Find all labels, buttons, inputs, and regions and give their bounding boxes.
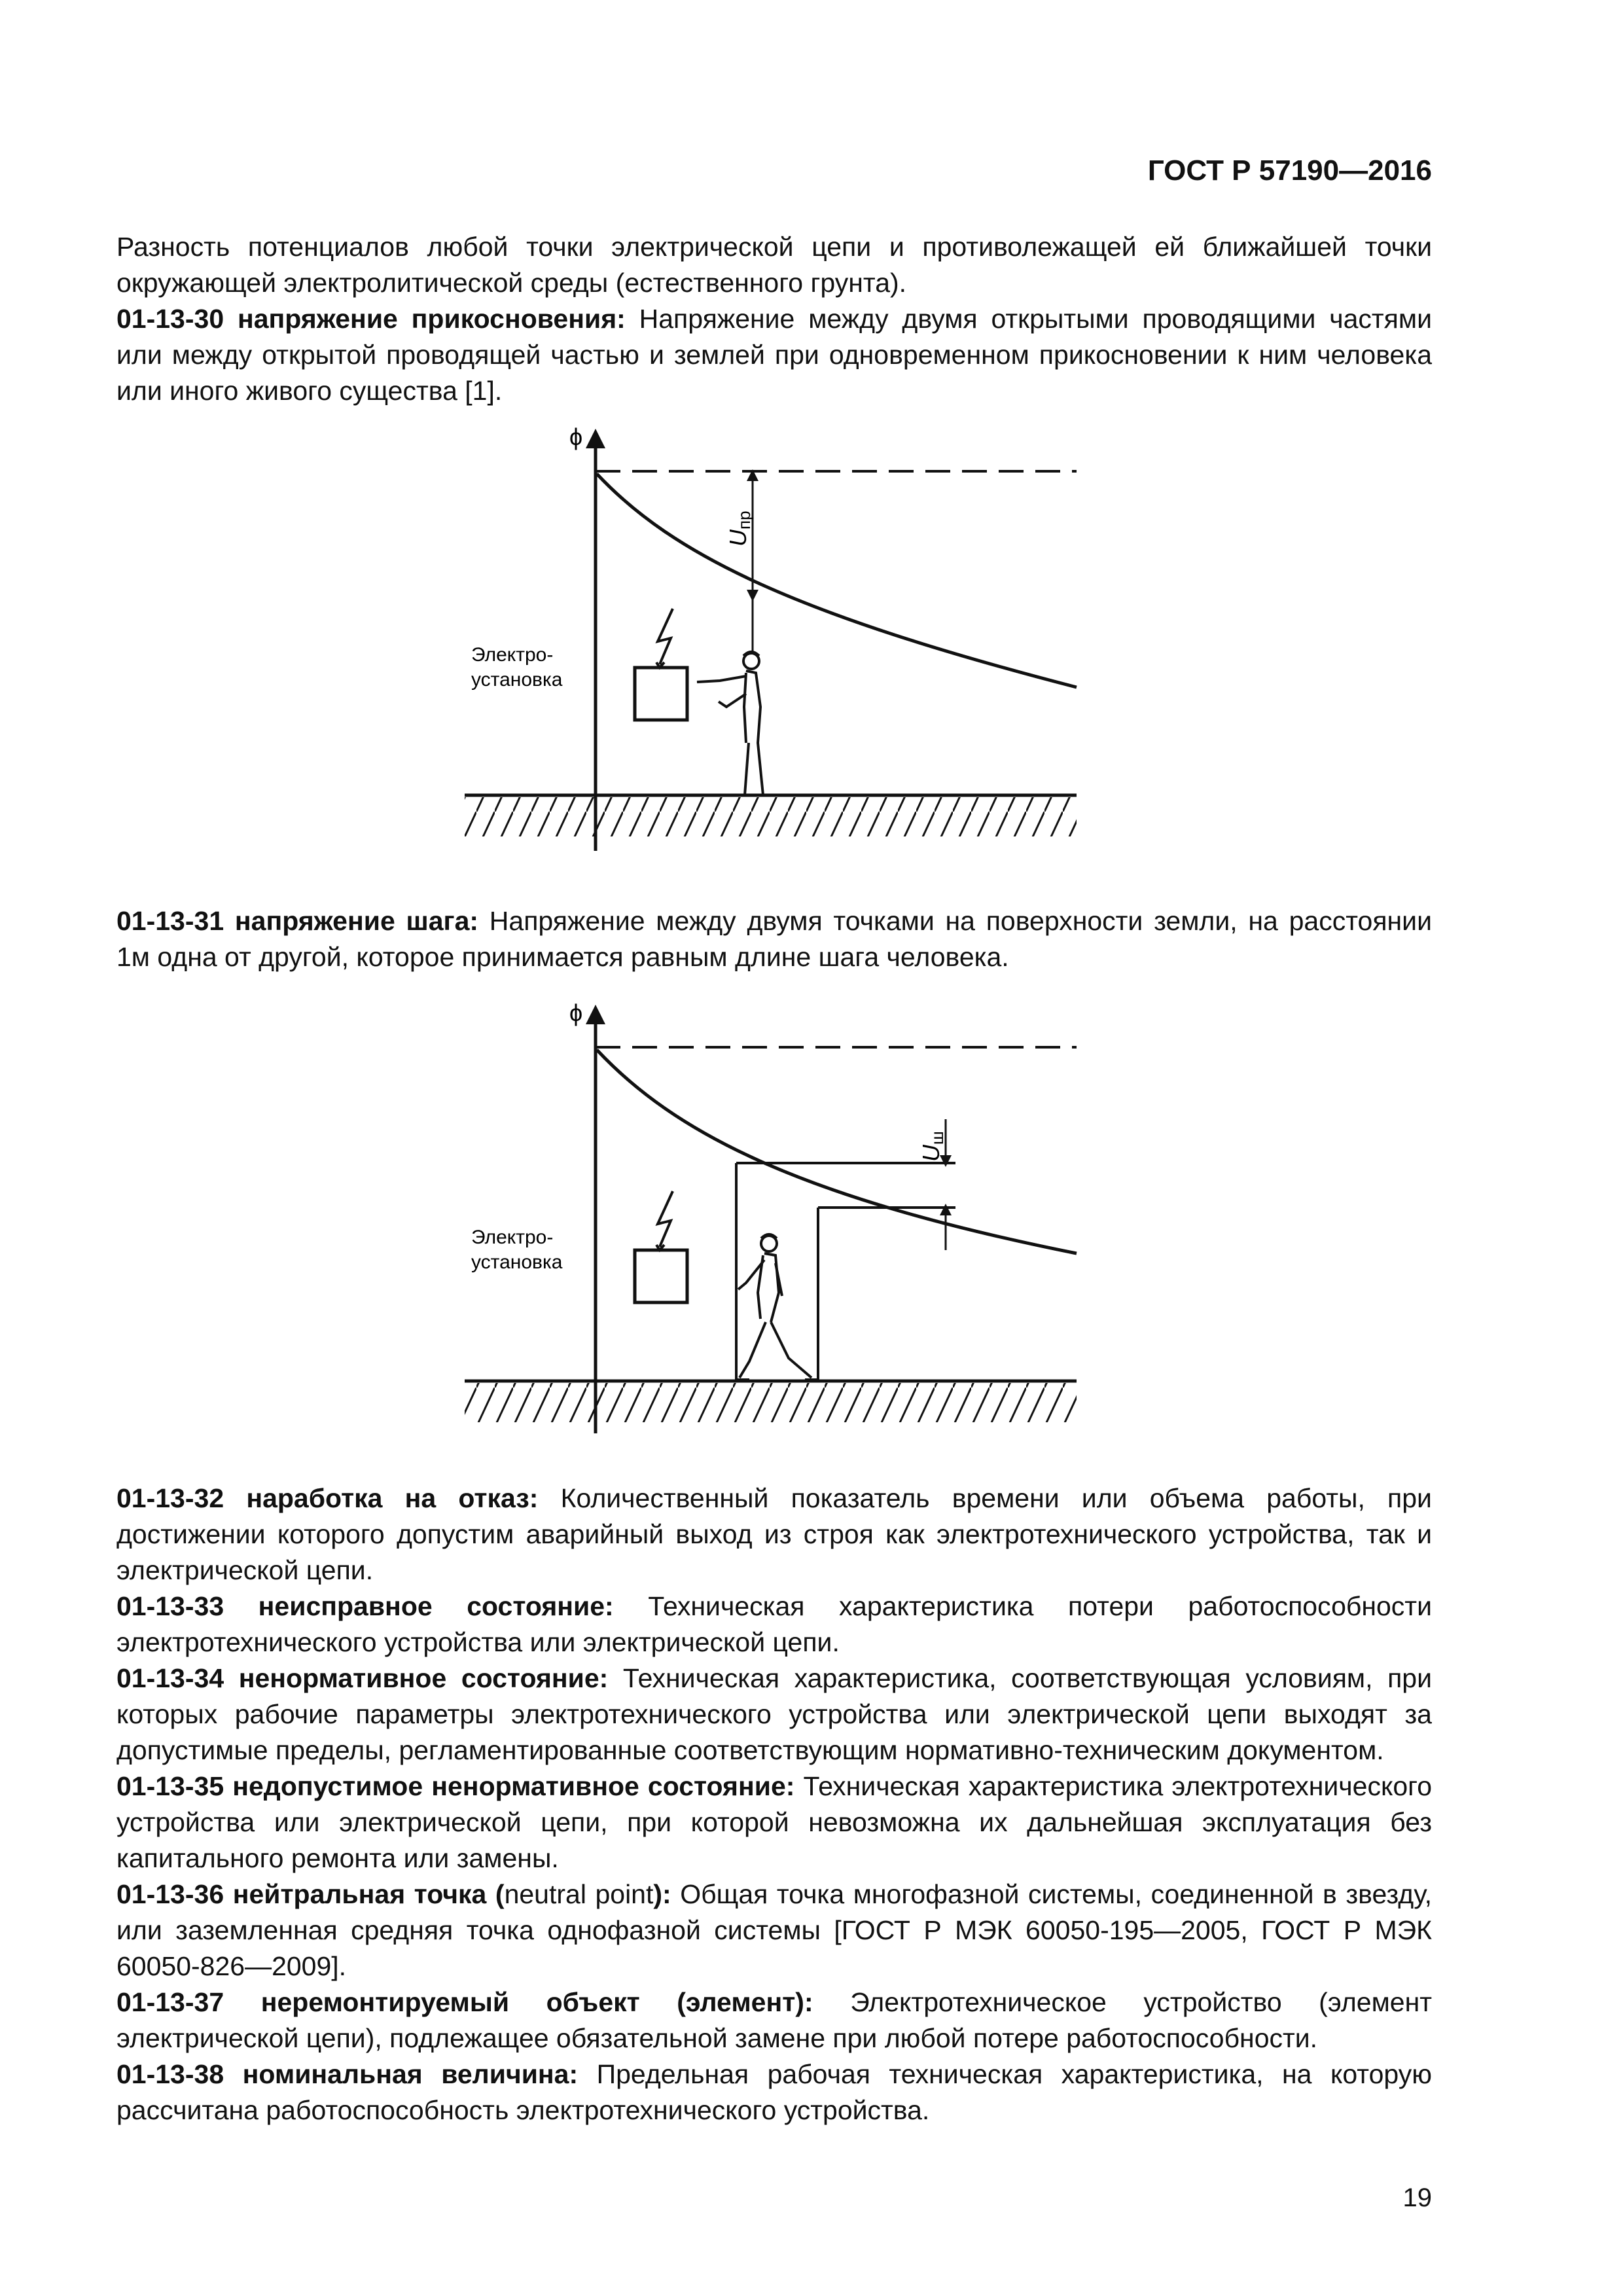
person-touching-icon bbox=[697, 652, 769, 795]
potential-curve bbox=[597, 474, 1077, 687]
term-heading bbox=[116, 906, 478, 936]
term-code: 01-13-38 bbox=[116, 2059, 224, 2089]
term-heading bbox=[116, 1987, 813, 2017]
term-definition: Напряжение между двумя открытыми проводящими частями или между открытой проводящей частью и землей при одновременном прикосновении к ним человека или иного живого существа [1]. bbox=[116, 304, 1432, 406]
term-definition: Электротехническое устройство (элемент электрической цепи), подлежащее обязательной замене при любой потере работоспособности. bbox=[116, 1987, 1432, 2053]
document-header: ГОСТ Р 57190—2016 bbox=[1147, 154, 1432, 187]
intro-paragraph: Разность потенциалов любой точки электрической цепи и противолежащей ей ближайшей точки окружающей электролитической среды (естественного грунта). bbox=[116, 232, 1432, 298]
term-01-13-30 bbox=[116, 301, 1432, 409]
term-definition: Предельная рабочая техническая характеристика, на которую рассчитана работоспособность электротехнического устройства. bbox=[116, 2059, 1432, 2125]
potential-axis-label: ϕ bbox=[569, 999, 583, 1026]
term-code: 01-13-31 bbox=[116, 906, 224, 936]
device-label-line1: Электро- bbox=[471, 1227, 554, 1248]
ground-hatching bbox=[465, 1383, 1077, 1422]
term-heading bbox=[116, 2059, 578, 2089]
term-code: 01-13-30 bbox=[116, 304, 224, 334]
term-definition: Количественный показатель времени или объема работы, при достижении которого допустим аварийный выход из строя как электротехнического устройства, так и электрической цепи. bbox=[116, 1483, 1432, 1585]
term-code: 01-13-33 bbox=[116, 1591, 224, 1621]
term-title: напряжение шага: bbox=[234, 906, 479, 936]
term-definition: Напряжение между двумя точками на поверхности земли, на расстоянии 1м одна от другой, которое принимается равным длине шага человека. bbox=[116, 906, 1432, 972]
term-01-13-35 bbox=[116, 1768, 1432, 1876]
term-definition: Техническая характеристика электротехнического устройства или электрической цепи, при которой невозможна их дальнейшая эксплуатация без капитального ремонта или замены. bbox=[116, 1771, 1432, 1873]
term-code: 01-13-35 bbox=[116, 1771, 224, 1801]
term-code: 01-13-32 bbox=[116, 1483, 224, 1513]
term-01-13-36 bbox=[116, 1876, 1432, 1984]
term-01-13-33 bbox=[116, 1588, 1432, 1660]
term-01-13-32 bbox=[116, 1480, 1432, 1588]
term-heading bbox=[116, 1663, 608, 1693]
figure-touch-voltage bbox=[458, 419, 1099, 864]
step-voltage-label: Uш bbox=[918, 1131, 947, 1162]
term-01-13-38 bbox=[116, 2056, 1432, 2128]
term-definition: Общая точка многофазной системы, соединенной в звезду, или заземленная средняя точка однофазной системы [ГОСТ Р МЭК 60050-195—2005, ГОСТ Р МЭК 60050-826—2009]. bbox=[116, 1879, 1432, 1981]
electrical-installation-box bbox=[635, 1250, 687, 1302]
page-number: 19 bbox=[1402, 2183, 1432, 2212]
figure-step-voltage bbox=[458, 995, 1099, 1446]
person-walking-icon bbox=[736, 1234, 818, 1380]
term-close: ): bbox=[653, 1879, 671, 1909]
touch-voltage-diagram bbox=[458, 419, 1099, 864]
term-01-13-31 bbox=[116, 903, 1432, 975]
electrical-installation-box bbox=[635, 668, 687, 720]
device-label-line2: установка bbox=[471, 1251, 563, 1273]
term-title: ненормативное состояние: bbox=[238, 1663, 609, 1693]
term-heading bbox=[116, 304, 626, 334]
touch-voltage-label: Uпр bbox=[724, 511, 754, 547]
term-english: neutral point bbox=[504, 1879, 654, 1909]
term-title: неремонтируемый объект (элемент): bbox=[260, 1987, 813, 2017]
term-definition: Техническая характеристика потери работоспособности электротехнического устройства или электрической цепи. bbox=[116, 1591, 1432, 1657]
term-heading bbox=[116, 1771, 794, 1801]
step-voltage-diagram bbox=[458, 995, 1099, 1446]
term-code: 01-13-36 bbox=[116, 1879, 224, 1909]
term-title: наработка на отказ: bbox=[246, 1483, 539, 1513]
term-title: номинальная величина: bbox=[242, 2059, 579, 2089]
term-heading bbox=[116, 1879, 505, 1909]
term-code: 01-13-34 bbox=[116, 1663, 224, 1693]
ground-hatching bbox=[465, 797, 1077, 836]
term-title: нейтральная точка ( bbox=[232, 1879, 505, 1909]
potential-axis-label: ϕ bbox=[569, 423, 583, 450]
term-01-13-34 bbox=[116, 1660, 1432, 1768]
term-title: неисправное состояние: bbox=[258, 1591, 614, 1621]
term-title: напряжение прикосновения: bbox=[237, 304, 626, 334]
term-01-13-37 bbox=[116, 1984, 1432, 2056]
lightning-icon bbox=[658, 1191, 673, 1247]
term-title: недопустимое ненормативное состояние: bbox=[232, 1771, 795, 1801]
device-label-line2: установка bbox=[471, 669, 563, 691]
term-heading bbox=[116, 1591, 614, 1621]
term-code: 01-13-37 bbox=[116, 1987, 224, 2017]
term-definition: Техническая характеристика, соответствующая условиям, при которых рабочие параметры электротехнического устройства или электрической цепи выходят за допустимые пределы, регламентированные соответствующим нормативно-техническим документом. bbox=[116, 1663, 1432, 1765]
lightning-icon bbox=[658, 609, 673, 664]
term-heading bbox=[116, 1483, 538, 1513]
device-label-line1: Электро- bbox=[471, 644, 554, 666]
